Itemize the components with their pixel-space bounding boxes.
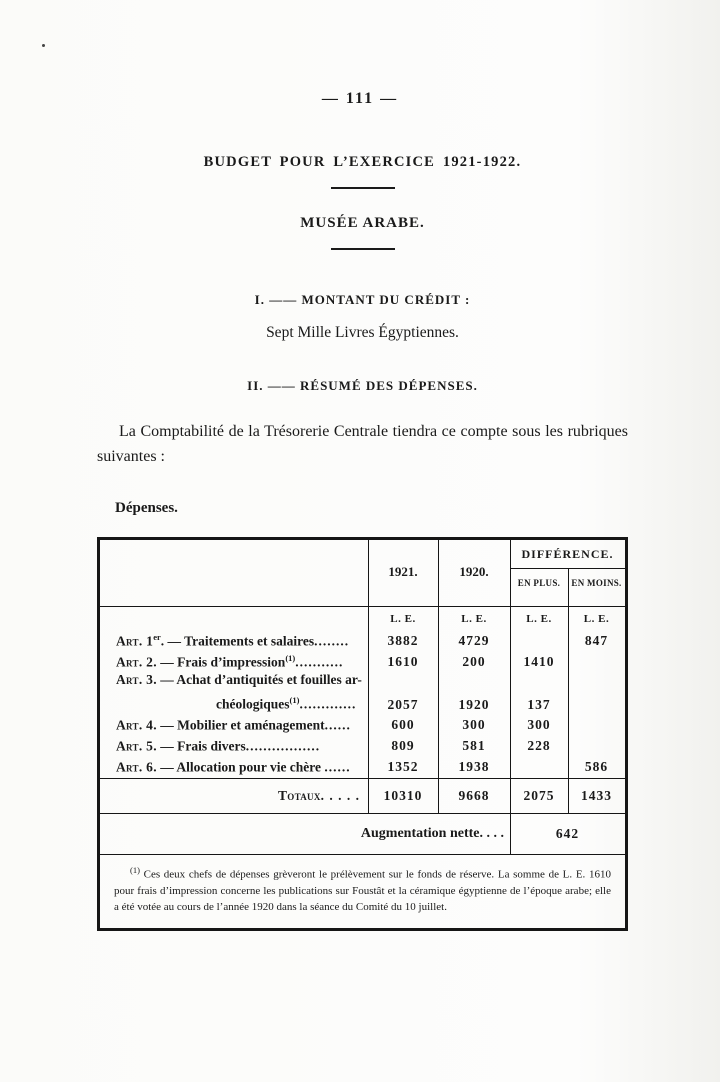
- budget-table: [97, 537, 628, 931]
- footnote-marker: (1): [130, 864, 140, 875]
- value-1921: 600: [391, 717, 415, 733]
- row-label: Art. 1er. — Traitements et salaires........: [116, 632, 350, 649]
- value-1921: 1610: [387, 654, 419, 670]
- value-1921: 3882: [387, 633, 419, 649]
- value-1920: 1920: [458, 696, 490, 712]
- column-header-difference: DIFFÉRENCE.: [521, 546, 614, 561]
- unit-le: L. E.: [526, 612, 552, 625]
- row-label: [100, 669, 368, 715]
- footnote: [100, 855, 625, 928]
- column-header-en-plus: EN PLUS.: [517, 577, 561, 588]
- value-en-plus: 1410: [523, 654, 555, 670]
- unit-le: L. E.: [583, 612, 610, 625]
- value-1921: 2057: [387, 696, 419, 712]
- unit-le: L. E.: [390, 612, 416, 625]
- net-increase-value: 642: [555, 825, 580, 841]
- net-increase-row: [100, 814, 625, 854]
- document-subtitle: MUSÉE ARABE.: [300, 215, 425, 231]
- table-row: [100, 631, 625, 652]
- table-row: [100, 715, 625, 736]
- row-label-line1: Art. 3. — Achat d’antiquités et fouilles ar-: [116, 672, 362, 688]
- row-label: Art. 4. — Mobilier et aménagement......: [116, 717, 351, 733]
- value-1920: 300: [462, 717, 486, 733]
- value-1920: 200: [462, 654, 486, 670]
- value-en-moins: 586: [584, 759, 609, 775]
- total-1920: 9668: [458, 787, 490, 803]
- value-1920: 1938: [458, 759, 490, 775]
- value-1921: 809: [391, 738, 415, 754]
- value-en-plus: 228: [527, 738, 551, 754]
- total-en-moins: 1433: [581, 787, 612, 803]
- value-en-plus: 137: [527, 696, 551, 712]
- page-content: [97, 154, 628, 931]
- column-header-1921: 1921.: [388, 563, 418, 579]
- difference-underline: [510, 568, 625, 569]
- divider-rule: [331, 187, 395, 189]
- totals-label: Totaux. . . . .: [277, 787, 360, 803]
- table-row: [100, 736, 625, 757]
- row-label-line2: chéologiques$^{(1)}$.............: [216, 695, 357, 712]
- section-1-heading: I. —— MONTANT DU CRÉDIT :: [254, 292, 471, 307]
- totals-row: [100, 779, 625, 813]
- value-en-moins: 847: [584, 633, 609, 649]
- row-label: Art. 5. — Frais divers.................: [116, 738, 321, 754]
- table-row: [100, 673, 625, 715]
- row-label: Art. 2. — Frais d’impression$^{(1)}$...........: [116, 653, 344, 670]
- table-row: [100, 757, 625, 778]
- page-number: — 111 —: [321, 90, 399, 107]
- column-header-en-moins: EN MOINS.: [571, 577, 622, 588]
- section-2-heading: II. —— RÉSUMÉ DES DÉPENSES.: [247, 378, 478, 393]
- total-en-plus: 2075: [523, 787, 555, 803]
- scan-speck: [42, 44, 45, 47]
- unit-le: L. E.: [461, 612, 487, 625]
- value-en-plus: 300: [527, 717, 551, 733]
- value-1921: 1352: [387, 759, 419, 775]
- units-row: [100, 607, 625, 631]
- table-header: [100, 540, 625, 606]
- total-1921: 10310: [383, 787, 423, 803]
- section-1-body: Sept Mille Livres Égyptiennes.: [266, 324, 459, 341]
- column-header-1920: 1920.: [459, 563, 489, 579]
- value-1920: 4729: [458, 633, 490, 649]
- intro-paragraph: La Comptabilité de la Trésorerie Centrale tiendra ce compte sous les rubriques suivantes :: [97, 423, 628, 465]
- document-title: BUDGET POUR L’EXERCICE 1921-1922.: [203, 154, 522, 170]
- net-increase-label: Augmentation nette. . . .: [360, 825, 504, 841]
- expenses-label: Dépenses.: [115, 499, 178, 516]
- value-1920: 581: [462, 738, 486, 754]
- footnote-text: Ces deux chefs de dépenses grèveront le prélèvement sur le fonds de réserve. La somme de L. E. 1610 pour frais d’impression concerne les publications sur Foustât et la céramique égyptienne de l’époque arabe; elle a été votée au cours de l’année 1920 dans la séance du Comité du 10 juillet.: [114, 868, 611, 914]
- divider-rule: [331, 248, 395, 250]
- row-label: Art. 6. — Allocation pour vie chère ......: [116, 759, 351, 775]
